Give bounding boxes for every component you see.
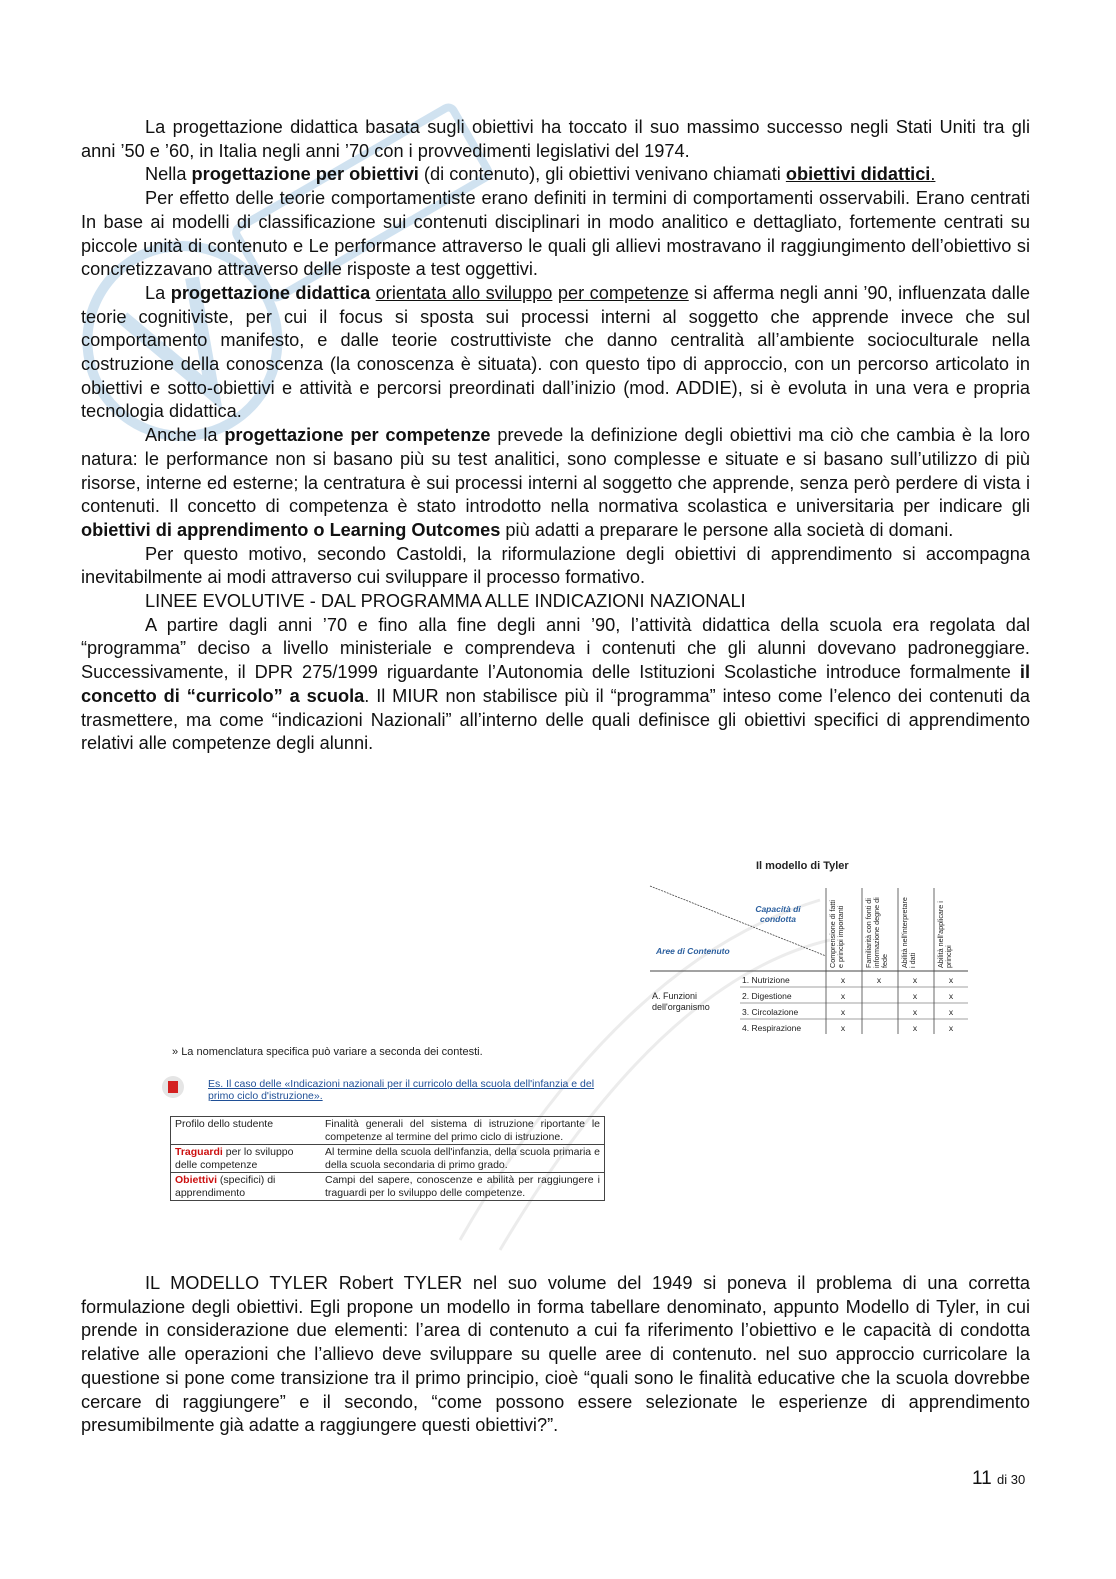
tyler-title: Il modello di Tyler (756, 860, 849, 872)
table-cell: Obiettivi (specifici) di apprendimento (171, 1173, 322, 1201)
table-row (171, 1145, 605, 1173)
paragraph-6: Per questo motivo, secondo Castoldi, la riformulazione degli obiettivi di apprendimento si accompagna inevitabilmente ai modi attraverso cui sviluppare il processo formativo. (81, 543, 1030, 588)
table-row (171, 1117, 605, 1145)
indicazioni-table (170, 1116, 605, 1201)
paragraph-tyler: IL MODELLO TYLER Robert TYLER nel suo volume del 1949 si poneva il problema di una corretta formulazione degli obiettivi. Egli propone un modello in forma tabellare denominato, appunto Modello di Tyler, in cui prende in considerazione due elementi: l’area di contenuto a cui fa riferimento l’obiettivo e le capacità di condotta relative alle operazioni che l’allievo deve sviluppare su quelle aree di contenuto. nel suo approccio curricolare la questione si pone come transizione tra il primo principio, cioè “quali sono le finalità educative che la scuola dovrebbe cercare di raggiungere” e il secondo, “come possono essere selezionate le esperienze di apprendimento presumibilmente già adatte a raggiungere questi obiettivi?”. (81, 1273, 1030, 1436)
table-cell: Al termine della scuola dell'infanzia, della scuola primaria e della scuola secondaria di primo grado. (321, 1145, 605, 1173)
paragraph-5: Anche la progettazione per competenze prevede la definizione degli obiettivi ma ciò che cambia è la loro natura: le performance non si basano più su test analitici, sono complesse e situate e si basano sull’utilizzo di più risorse, interne ed esterne; la centratura è sui processi interni al soggetto che apprende, senza però perdere di vista i contenuti. Il concetto di competenza è stato introdotto nella normativa scolastica e universitaria per indicare gli obiettivi di apprendimento o Learning Outcomes più adatti a preparare le persone alla società di domani. (81, 425, 1030, 540)
table-cell: Finalità generali del sistema di istruzione riportante le competenze al termine del primo ciclo di istruzione. (321, 1117, 605, 1145)
paragraph-2: Nella progettazione per obiettivi (di contenuto), gli obiettivi venivano chiamati obiettivi didattici. (145, 164, 936, 185)
paragraph-1: La progettazione didattica basata sugli obiettivi ha toccato il suo massimo successo negli Stati Uniti tra gli anni ’50 e ’60, in Italia negli anni ’70 con i provvedimenti legislativi del 1974. (81, 117, 1030, 161)
tyler-column-header: Abilità nell'applicare i principi (936, 901, 953, 968)
indicazioni-link[interactable]: Es. Il caso delle «Indicazioni nazionali per il curricolo della scuola dell'infanzia e del primo ciclo d'istruzione». (208, 1078, 595, 1102)
tyler-column-header: Familiarità con fonti di informazione degne di fede (864, 897, 889, 968)
paragraph-3: Per effetto delle teorie comportamentiste erano definiti in termini di comportamenti osservabili. Erano centrati In base ai modelli di classificazione sui contenuti disciplinari in modo analitico e dettagliato, fortemente centrati su piccole unità di contenuto e Le performance attraverso le quali gli allievi mostravano il raggiungimento dell’obiettivo si concretizzavano attraverso delle risposte a test oggettivi. (81, 188, 1030, 280)
indicazioni-nazionali-figure (160, 1044, 610, 1244)
body-text-top (81, 116, 1030, 756)
body-text-bottom (81, 1272, 1030, 1438)
tyler-column-header: Abilità nell'interpretare i dati (900, 897, 917, 968)
paragraph-4: La progettazione didattica orientata allo sviluppo per competenze si afferma negli anni ’90, influenzata dalle teorie cognitiviste, per cui il focus si sposta sui processi interni al soggetto che apprende invece che sul comportamento manifesto, e dalle teorie costruttiviste che danno centralità all’ambiente socioculturale nella costruzione della conoscenza (la conoscenza è situata). con questo tipo di approccio, con un percorso articolato in obiettivi e sotto-obiettivi e attività e percorsi preordinati dall’inizio (mod. ADDIE), si è evoluta in una vera e propria tecnologia didattica. (81, 282, 1030, 422)
table-row (171, 1173, 605, 1201)
tyler-row: 3. Circolazione x x x (742, 1007, 954, 1017)
page-number: 11 di 30 (972, 1468, 1026, 1489)
tyler-group-label: A. Funzioni dell'organismo (652, 991, 710, 1012)
tyler-aree-label: Aree di Contenuto (656, 946, 730, 956)
tyler-row: 2. Digestione x x x (742, 991, 954, 1001)
paragraph-7: A partire dagli anni ’70 e fino alla fine degli anni ’90, l’attività didattica della scuola era regolata dal “programma” deciso a livello ministeriale e comprendeva i contenuti che gli alunni dovevano padroneggiare. Successivamente, il DPR 275/1999 riguardante l’Autonomia delle Istituzioni Scolastiche introduce formalmente il concetto di “curricolo” a scuola. Il MIUR non stabilisce più il “programma” inteso come l’elenco dei contenuti da trasmettere, ma come “indicazioni Nazionali” all’interno delle quali definisce gli obiettivi specifici di apprendimento relativi alle competenze degli alunni. (81, 614, 1030, 754)
nomenclatura-note: » La nomenclatura specifica può variare a seconda dei contesti. (172, 1046, 483, 1058)
table-cell: Profilo dello studente (171, 1117, 322, 1145)
tyler-capacita-label: Capacità di condotta (755, 904, 801, 924)
tyler-row: 1. Nutrizione x x x x (742, 975, 954, 985)
tyler-row: 4. Respirazione x x x (742, 1023, 954, 1033)
book-icon (162, 1076, 184, 1098)
tyler-column-header: Comprensione di fatti e principi importanti (828, 900, 845, 968)
tyler-model-figure (648, 858, 973, 1038)
table-cell: Traguardi per lo sviluppo delle competenze (171, 1145, 322, 1173)
section-heading-linee-evolutive: LINEE EVOLUTIVE - DAL PROGRAMMA ALLE INDICAZIONI NAZIONALI (145, 591, 746, 612)
table-cell: Campi del sapere, conoscenze e abilità per raggiungere i traguardi per lo sviluppo delle competenze. (321, 1173, 605, 1201)
